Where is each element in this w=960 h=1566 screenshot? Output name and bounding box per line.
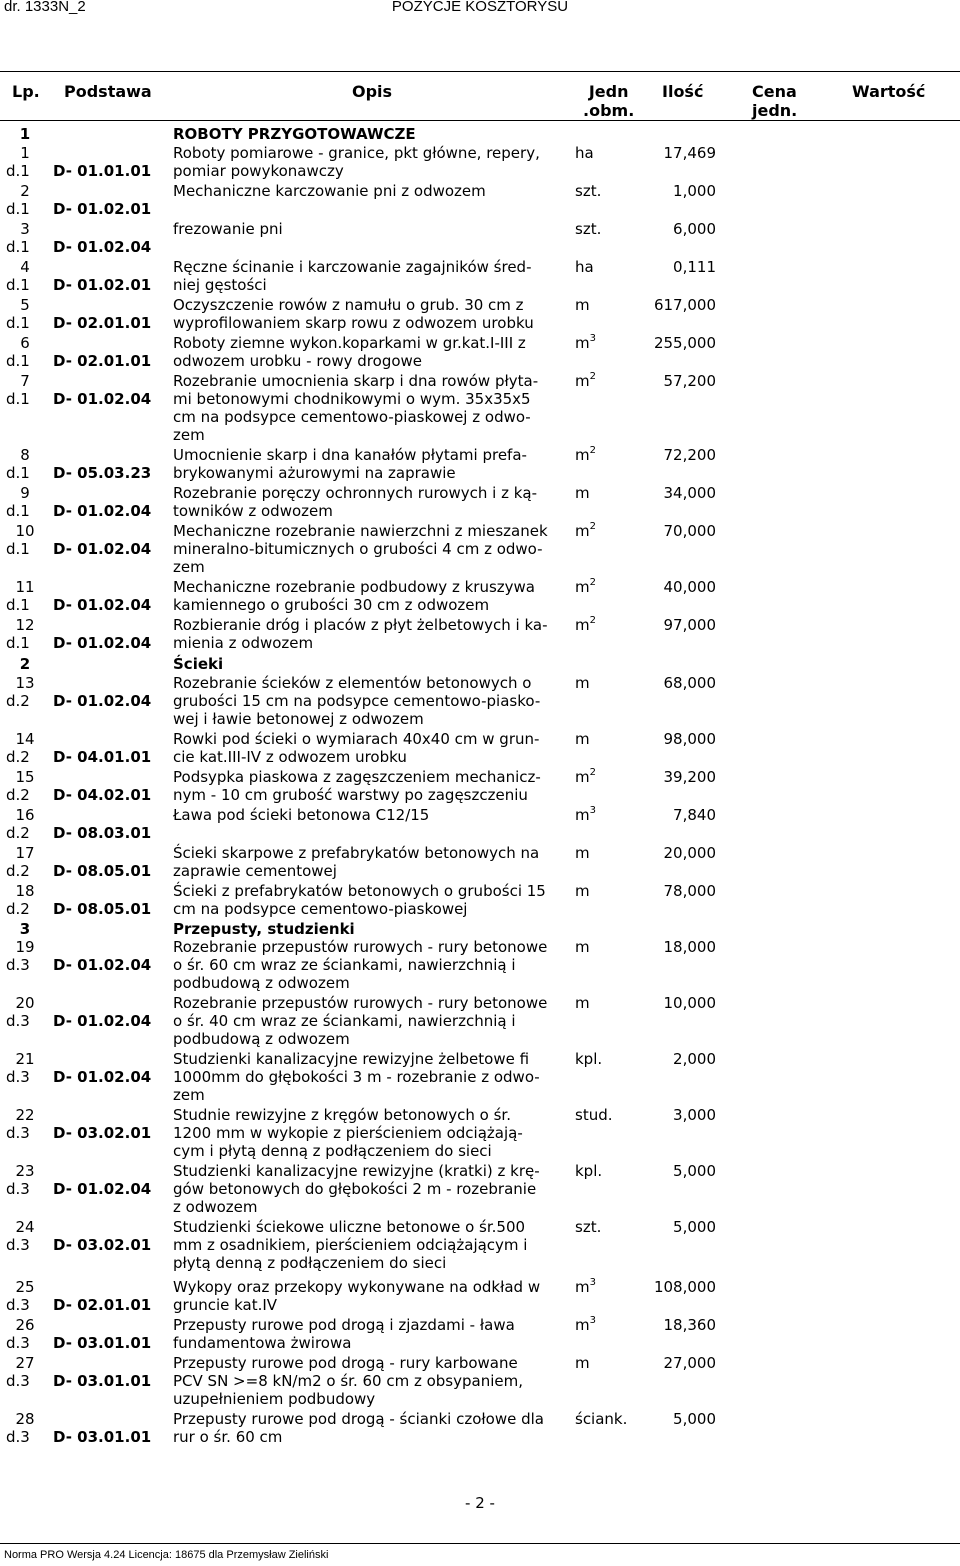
description-line: Studzienki kanalizacyjne rewizyjne (kratki) z krę- xyxy=(173,1162,540,1180)
unit-cell xyxy=(575,994,590,1012)
quantity-value: 617,000 xyxy=(653,296,716,314)
unit-exponent: 3 xyxy=(589,1277,596,1288)
basis-code: D- 08.05.01 xyxy=(53,862,152,880)
description-line: Ścieki skarpowe z prefabrykatów betonowych na xyxy=(173,844,540,862)
unit-exponent: 2 xyxy=(589,767,596,778)
position-number: 18 xyxy=(15,882,35,900)
unit-label: m xyxy=(575,882,590,900)
basis-code: D- 03.01.01 xyxy=(53,1334,152,1352)
unit-label: m xyxy=(575,1316,590,1334)
unit-exponent: 2 xyxy=(589,521,596,532)
quantity-value: 40,000 xyxy=(663,578,716,596)
section-ref: d.1 xyxy=(6,162,30,180)
document-title: dr. 1333N_2 xyxy=(4,0,86,15)
unit-label: m xyxy=(575,296,590,314)
description-cell xyxy=(173,1050,571,1104)
description-line: rur o śr. 60 cm xyxy=(173,1428,283,1446)
quantity-value: 72,200 xyxy=(663,446,716,464)
section-ref: d.2 xyxy=(6,748,30,766)
section-ref: d.3 xyxy=(6,1334,30,1352)
position-number: 20 xyxy=(15,994,35,1012)
col-header-qty: Ilość xyxy=(662,82,704,101)
unit-cell xyxy=(575,1162,602,1180)
basis-code: D- 02.01.01 xyxy=(53,352,152,370)
section-ref: d.3 xyxy=(6,1372,30,1390)
description-line: Rowki pod ścieki o wymiarach 40x40 cm w grun- xyxy=(173,730,540,748)
description-cell xyxy=(173,1316,571,1352)
position-number: 9 xyxy=(20,484,30,502)
description-line: o śr. 40 cm wraz ze ściankami, nawierzchnią i xyxy=(173,1012,516,1030)
description-cell xyxy=(173,730,571,766)
section-ref: d.1 xyxy=(6,276,30,294)
section-ref: d.3 xyxy=(6,1068,30,1086)
unit-label: m xyxy=(575,446,590,464)
unit-cell xyxy=(575,616,596,634)
unit-label: m xyxy=(575,730,590,748)
quantity-value: 5,000 xyxy=(673,1162,716,1180)
description-cell xyxy=(173,938,571,992)
description-line: niej gęstości xyxy=(173,276,267,294)
description-line: Przepusty rurowe pod drogą i zjazdami - ława xyxy=(173,1316,515,1334)
col-header-basis: Podstawa xyxy=(64,82,152,101)
description-line: Przepusty rurowe pod drogą - rury karbowane xyxy=(173,1354,518,1372)
section-ref: d.1 xyxy=(6,540,30,558)
description-cell xyxy=(173,674,571,728)
basis-code: D- 08.05.01 xyxy=(53,900,152,918)
unit-label: m xyxy=(575,522,590,540)
description-line: cm na podsypce cementowo-piaskowej z odwo- xyxy=(173,408,531,426)
unit-label: kpl. xyxy=(575,1050,603,1068)
position-number: 12 xyxy=(15,616,35,634)
section-number: 3 xyxy=(19,920,31,938)
unit-cell xyxy=(575,1354,590,1372)
unit-cell xyxy=(575,1050,602,1068)
section-ref: d.1 xyxy=(6,502,30,520)
description-line: Studzienki ściekowe uliczne betonowe o śr.500 xyxy=(173,1218,526,1236)
col-header-unit xyxy=(583,82,634,120)
description-line: nym - 10 cm grubość warstwy po zagęszczeniu xyxy=(173,786,528,804)
unit-cell xyxy=(575,730,590,748)
unit-exponent: 2 xyxy=(589,577,596,588)
basis-code: D- 03.02.01 xyxy=(53,1236,152,1254)
quantity-value: 5,000 xyxy=(673,1218,716,1236)
description-line: Mechaniczne rozebranie nawierzchni z mieszanek xyxy=(173,522,548,540)
description-line: odwozem urobku - rowy drogowe xyxy=(173,352,423,370)
unit-cell xyxy=(575,372,596,390)
position-number: 25 xyxy=(15,1278,35,1296)
quantity-value: 108,000 xyxy=(653,1278,716,1296)
section-title: Ścieki xyxy=(173,655,224,673)
quantity-value: 1,000 xyxy=(673,182,716,200)
unit-label: m xyxy=(575,674,590,692)
description-line: Podsypka piaskowa z zagęszczeniem mechanicz- xyxy=(173,768,541,786)
unit-label: m xyxy=(575,578,590,596)
basis-code: D- 08.03.01 xyxy=(53,824,152,842)
description-cell xyxy=(173,296,571,332)
col-header-price xyxy=(752,82,797,120)
unit-cell xyxy=(575,768,596,786)
basis-code: D- 01.02.04 xyxy=(53,238,152,256)
unit-label: m xyxy=(575,372,590,390)
position-number: 19 xyxy=(15,938,35,956)
basis-code: D- 03.01.01 xyxy=(53,1428,152,1446)
description-line: Studzienki kanalizacyjne rewizyjne żelbetowe fi xyxy=(173,1050,530,1068)
unit-exponent: 3 xyxy=(589,1315,596,1326)
section-title: ROBOTY PRZYGOTOWAWCZE xyxy=(173,125,416,143)
col-header-desc: Opis xyxy=(352,82,393,101)
unit-cell xyxy=(575,806,596,824)
unit-cell xyxy=(575,938,590,956)
description-line: gruncie kat.IV xyxy=(173,1296,278,1314)
basis-code: D- 01.02.01 xyxy=(53,200,152,218)
quantity-value: 0,111 xyxy=(673,258,716,276)
description-line: cie kat.III-IV z odwozem urobku xyxy=(173,748,407,766)
description-cell xyxy=(173,484,571,520)
basis-code: D- 04.02.01 xyxy=(53,786,152,804)
section-ref: d.1 xyxy=(6,464,30,482)
position-number: 5 xyxy=(20,296,30,314)
page-number: - 2 - xyxy=(465,1494,495,1512)
description-line: towników z odwozem xyxy=(173,502,333,520)
section-ref: d.1 xyxy=(6,314,30,332)
position-number: 11 xyxy=(15,578,35,596)
unit-cell xyxy=(575,674,590,692)
position-number: 26 xyxy=(15,1316,35,1334)
description-line: grubości 15 cm na podsypce cementowo-piasko- xyxy=(173,692,541,710)
basis-code: D- 01.02.04 xyxy=(53,540,152,558)
description-line: Ścieki z prefabrykatów betonowych o grubości 15 xyxy=(173,882,546,900)
col-header-price-line2: jedn. xyxy=(752,101,798,120)
position-number: 15 xyxy=(15,768,35,786)
description-line: Rozbieranie dróg i placów z płyt żelbetowych i ka- xyxy=(173,616,548,634)
description-line: Wykopy oraz przekopy wykonywane na odkład w xyxy=(173,1278,541,1296)
unit-label: szt. xyxy=(575,220,602,238)
position-number: 7 xyxy=(20,372,30,390)
unit-cell xyxy=(575,446,596,464)
unit-label: m xyxy=(575,1354,590,1372)
description-line: Ręczne ścinanie i karczowanie zagajników śred- xyxy=(173,258,532,276)
section-ref: d.1 xyxy=(6,634,30,652)
section-ref: d.1 xyxy=(6,200,30,218)
unit-cell xyxy=(575,1106,613,1124)
col-header-unit-line1: Jedn xyxy=(588,82,629,101)
basis-code: D- 01.02.04 xyxy=(53,1012,152,1030)
description-cell xyxy=(173,768,571,804)
unit-label: stud. xyxy=(575,1106,613,1124)
unit-cell xyxy=(575,484,590,502)
position-number: 14 xyxy=(15,730,35,748)
description-line: Mechaniczne rozebranie podbudowy z kruszywa xyxy=(173,578,535,596)
description-line: Rozebranie poręczy ochronnych rurowych i z ką- xyxy=(173,484,538,502)
description-line: o śr. 60 cm wraz ze ściankami, nawierzchnią i xyxy=(173,956,516,974)
description-cell xyxy=(173,1218,571,1272)
description-cell xyxy=(173,220,571,238)
basis-code: D- 01.02.04 xyxy=(53,502,152,520)
quantity-value: 255,000 xyxy=(653,334,716,352)
basis-code: D- 01.02.04 xyxy=(53,596,152,614)
unit-cell xyxy=(575,578,596,596)
description-line: Rozebranie umocnienia skarp i dna rowów płyta- xyxy=(173,372,539,390)
position-number: 27 xyxy=(15,1354,35,1372)
section-ref: d.2 xyxy=(6,786,30,804)
unit-label: m xyxy=(575,616,590,634)
description-line: uzupełnieniem podbudowy xyxy=(173,1390,376,1408)
position-number: 23 xyxy=(15,1162,35,1180)
description-line: z odwozem xyxy=(173,1198,258,1216)
position-number: 3 xyxy=(20,220,30,238)
description-line: mineralno-bitumicznych o grubości 4 cm z odwo- xyxy=(173,540,543,558)
description-line: brykowanymi ażurowymi na zaprawie xyxy=(173,464,456,482)
unit-cell xyxy=(575,522,596,540)
quantity-value: 18,000 xyxy=(663,938,716,956)
description-line: frezowanie pni xyxy=(173,220,283,238)
position-number: 4 xyxy=(20,258,30,276)
quantity-value: 70,000 xyxy=(663,522,716,540)
section-ref: d.3 xyxy=(6,1012,30,1030)
description-line: zaprawie cementowej xyxy=(173,862,337,880)
description-cell xyxy=(173,1106,571,1160)
quantity-value: 78,000 xyxy=(663,882,716,900)
description-line: Rozebranie ścieków z elementów betonowych o xyxy=(173,674,532,692)
position-number: 22 xyxy=(15,1106,35,1124)
unit-cell xyxy=(575,1218,601,1236)
description-line: Roboty pomiarowe - granice, pkt główne, repery, xyxy=(173,144,540,162)
description-line: Umocnienie skarp i dna kanałów płytami prefa- xyxy=(173,446,527,464)
unit-label: m xyxy=(575,484,590,502)
description-line: 1000mm do głębokości 3 m - rozebranie z odwo- xyxy=(173,1068,540,1086)
description-line: mienia z odwozem xyxy=(173,634,314,652)
description-cell xyxy=(173,616,571,652)
basis-code: D- 01.02.04 xyxy=(53,634,152,652)
position-number: 1 xyxy=(20,144,30,162)
unit-label: m xyxy=(575,994,590,1012)
quantity-value: 68,000 xyxy=(663,674,716,692)
unit-cell xyxy=(575,844,590,862)
description-line: cym i płytą denną z podłączeniem do sieci xyxy=(173,1142,492,1160)
unit-exponent: 3 xyxy=(589,805,596,816)
description-cell xyxy=(173,372,571,444)
position-number: 2 xyxy=(20,182,30,200)
position-number: 28 xyxy=(15,1410,35,1428)
description-cell xyxy=(173,1162,571,1216)
unit-exponent: 2 xyxy=(589,615,596,626)
unit-label: ściank. xyxy=(575,1410,628,1428)
description-line: gów betonowych do głębokości 2 m - rozebranie xyxy=(173,1180,537,1198)
unit-cell xyxy=(575,258,594,276)
quantity-value: 17,469 xyxy=(663,144,716,162)
description-cell xyxy=(173,334,571,370)
footer-divider xyxy=(0,1543,960,1544)
section-ref: d.3 xyxy=(6,1236,30,1254)
description-line: pomiar powykonawczy xyxy=(173,162,344,180)
description-cell xyxy=(173,182,571,200)
quantity-value: 18,360 xyxy=(663,1316,716,1334)
unit-exponent: 2 xyxy=(589,445,596,456)
section-ref: d.1 xyxy=(6,390,30,408)
quantity-value: 39,200 xyxy=(663,768,716,786)
description-cell xyxy=(173,806,571,824)
basis-code: D- 01.02.04 xyxy=(53,692,152,710)
description-line: wej i ławie betonowej z odwozem xyxy=(173,710,424,728)
description-line: cm na podsypce cementowo-piaskowej xyxy=(173,900,468,918)
description-line: zem xyxy=(173,558,205,576)
description-line: Ława pod ścieki betonowa C12/15 xyxy=(173,806,430,824)
description-line: Rozebranie przepustów rurowych - rury betonowe xyxy=(173,994,548,1012)
unit-label: m xyxy=(575,806,590,824)
quantity-value: 10,000 xyxy=(663,994,716,1012)
quantity-value: 2,000 xyxy=(673,1050,716,1068)
description-line: mi betonowymi chodnikowymi o wym. 35x35x5 xyxy=(173,390,531,408)
section-ref: d.3 xyxy=(6,1428,30,1446)
description-cell xyxy=(173,844,571,880)
description-cell xyxy=(173,578,571,614)
basis-code: D- 01.02.01 xyxy=(53,276,152,294)
unit-cell xyxy=(575,1278,596,1296)
section-ref: d.3 xyxy=(6,956,30,974)
unit-exponent: 2 xyxy=(589,371,596,382)
unit-label: kpl. xyxy=(575,1162,603,1180)
unit-cell xyxy=(575,1410,627,1428)
description-cell xyxy=(173,446,571,482)
description-cell xyxy=(173,994,571,1048)
position-number: 16 xyxy=(15,806,35,824)
description-line: zem xyxy=(173,1086,205,1104)
description-line: fundamentowa żwirowa xyxy=(173,1334,352,1352)
position-number: 21 xyxy=(15,1050,35,1068)
description-line: Przepusty rurowe pod drogą - ścianki czołowe dla xyxy=(173,1410,544,1428)
description-cell xyxy=(173,882,571,918)
position-number: 24 xyxy=(15,1218,35,1236)
basis-code: D- 03.01.01 xyxy=(53,1372,152,1390)
position-number: 17 xyxy=(15,844,35,862)
position-number: 8 xyxy=(20,446,30,464)
section-number: 2 xyxy=(19,655,31,673)
basis-code: D- 02.01.01 xyxy=(53,1296,152,1314)
unit-cell xyxy=(575,182,601,200)
unit-label: m xyxy=(575,334,590,352)
description-line: płytą denną z podłączeniem do sieci xyxy=(173,1254,447,1272)
quantity-value: 6,000 xyxy=(673,220,716,238)
basis-code: D- 01.01.01 xyxy=(53,162,152,180)
description-cell xyxy=(173,1278,571,1314)
basis-code: D- 02.01.01 xyxy=(53,314,152,332)
basis-code: D- 04.01.01 xyxy=(53,748,152,766)
quantity-value: 3,000 xyxy=(673,1106,716,1124)
unit-cell xyxy=(575,882,590,900)
unit-label: m xyxy=(575,844,590,862)
description-line: 1200 mm w wykopie z pierścieniem odciążają- xyxy=(173,1124,523,1142)
col-header-lp: Lp. xyxy=(12,82,40,101)
description-line: Rozebranie przepustów rurowych - rury betonowe xyxy=(173,938,548,956)
unit-cell xyxy=(575,1316,596,1334)
col-header-price-line1: Cena xyxy=(752,82,797,101)
col-header-value: Wartość xyxy=(852,82,926,101)
unit-cell xyxy=(575,220,601,238)
description-line: PCV SN >=8 kN/m2 o śr. 60 cm z obsypaniem, xyxy=(173,1372,523,1390)
unit-exponent: 3 xyxy=(589,333,596,344)
unit-cell xyxy=(575,334,596,352)
position-number: 6 xyxy=(20,334,30,352)
description-line: Oczyszczenie rowów z namułu o grub. 30 cm z xyxy=(173,296,524,314)
description-cell xyxy=(173,1410,571,1446)
section-ref: d.3 xyxy=(6,1124,30,1142)
quantity-value: 34,000 xyxy=(663,484,716,502)
basis-code: D- 01.02.04 xyxy=(53,1180,152,1198)
section-title: Przepusty, studzienki xyxy=(173,920,355,938)
description-cell xyxy=(173,144,571,180)
basis-code: D- 05.03.23 xyxy=(53,464,152,482)
quantity-value: 97,000 xyxy=(663,616,716,634)
position-number: 10 xyxy=(15,522,35,540)
description-cell xyxy=(173,1354,571,1408)
top-divider xyxy=(0,71,960,72)
unit-cell xyxy=(575,144,594,162)
basis-code: D- 01.02.04 xyxy=(53,390,152,408)
description-line: podbudową z odwozem xyxy=(173,1030,350,1048)
description-line: Roboty ziemne wykon.koparkami w gr.kat.I-III z xyxy=(173,334,526,352)
unit-label: szt. xyxy=(575,182,602,200)
section-ref: d.1 xyxy=(6,596,30,614)
unit-cell xyxy=(575,296,590,314)
quantity-value: 7,840 xyxy=(673,806,716,824)
section-ref: d.2 xyxy=(6,862,30,880)
header-divider xyxy=(0,120,960,121)
position-number: 13 xyxy=(15,674,35,692)
quantity-value: 57,200 xyxy=(663,372,716,390)
section-ref: d.2 xyxy=(6,692,30,710)
description-line: Studnie rewizyjne z kręgów betonowych o śr. xyxy=(173,1106,511,1124)
quantity-value: 5,000 xyxy=(673,1410,716,1428)
basis-code: D- 03.02.01 xyxy=(53,1124,152,1142)
section-ref: d.3 xyxy=(6,1180,30,1198)
unit-label: m xyxy=(575,938,590,956)
description-cell xyxy=(173,522,571,576)
quantity-value: 20,000 xyxy=(663,844,716,862)
section-number: 1 xyxy=(19,125,31,143)
unit-label: ha xyxy=(575,144,594,162)
col-header-unit-line2: .obm. xyxy=(583,101,635,120)
unit-label: m xyxy=(575,1278,590,1296)
description-cell xyxy=(173,258,571,294)
page-heading: POZYCJE KOSZTORYSU xyxy=(391,0,569,15)
description-line: Mechaniczne karczowanie pni z odwozem xyxy=(173,182,486,200)
section-ref: d.1 xyxy=(6,238,30,256)
basis-code: D- 01.02.04 xyxy=(53,956,152,974)
section-ref: d.2 xyxy=(6,824,30,842)
section-ref: d.2 xyxy=(6,900,30,918)
description-line: wyprofilowaniem skarp rowu z odwozem urobku xyxy=(173,314,534,332)
description-line: kamiennego o grubości 30 cm z odwozem xyxy=(173,596,490,614)
quantity-value: 27,000 xyxy=(663,1354,716,1372)
basis-code: D- 01.02.04 xyxy=(53,1068,152,1086)
unit-label: m xyxy=(575,768,590,786)
unit-label: szt. xyxy=(575,1218,602,1236)
description-line: podbudową z odwozem xyxy=(173,974,350,992)
section-ref: d.1 xyxy=(6,352,30,370)
section-ref: d.3 xyxy=(6,1296,30,1314)
footer-license: Norma PRO Wersja 4.24 Licencja: 18675 dla Przemysław Zieliński xyxy=(4,1549,329,1561)
quantity-value: 98,000 xyxy=(663,730,716,748)
unit-label: ha xyxy=(575,258,594,276)
description-line: zem xyxy=(173,426,205,444)
description-line: mm z osadnikiem, pierścieniem odciążającym i xyxy=(173,1236,528,1254)
